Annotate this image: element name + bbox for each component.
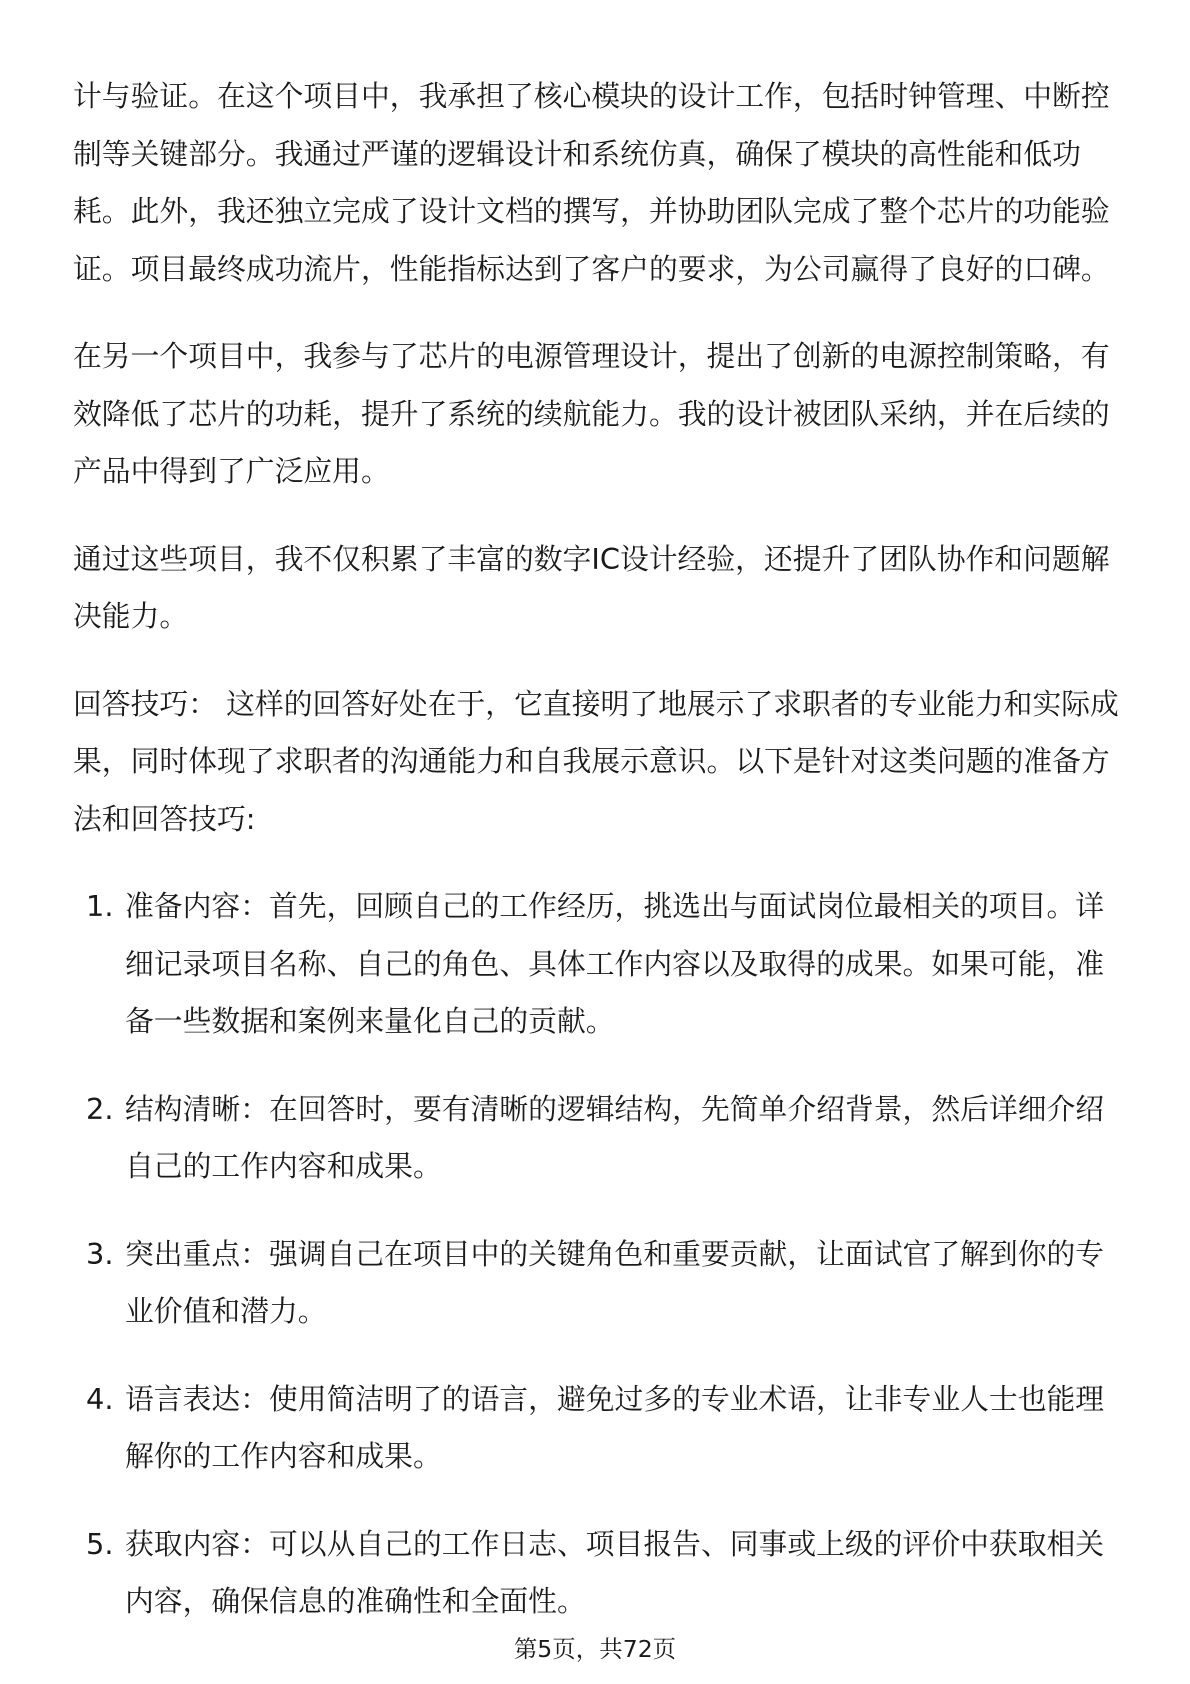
paragraph-project-details	[73, 68, 1110, 298]
list-item-number: 2.	[86, 1091, 114, 1126]
page-number: 第5页，共72页	[513, 1635, 677, 1663]
text-line: 细记录项目名称、自己的角色、具体工作内容以及取得的成果。如果可能，准	[125, 946, 1105, 981]
text-line: 证。项目最终成功流片，性能指标达到了客户的要求，为公司赢得了良好的口碑。	[73, 251, 1110, 286]
list-item	[86, 1081, 1110, 1196]
text-line: 效降低了芯片的功耗，提升了系统的续航能力。我的设计被团队采纳，并在后续的	[73, 396, 1110, 431]
paragraph-power-management	[73, 328, 1110, 501]
text-line: 结构清晰：在回答时，要有清晰的逻辑结构，先简单介绍背景，然后详细介绍	[125, 1091, 1105, 1126]
list-item-number: 1.	[86, 889, 114, 923]
list-item-number: 5.	[86, 1526, 114, 1561]
text-line: 在另一个项目中，我参与了芯片的电源管理设计，提出了创新的电源控制策略，有	[73, 339, 1110, 373]
list-item-number: 3.	[86, 1236, 114, 1271]
text-line: 突出重点：强调自己在项目中的关键角色和重要贡献，让面试官了解到你的专	[125, 1236, 1105, 1271]
paragraph-answer-tips	[73, 676, 1119, 849]
text-line: 准备内容：首先，回顾自己的工作经历，挑选出与面试岗位最相关的项目。详	[125, 889, 1105, 923]
text-line: 法和回答技巧:	[73, 801, 256, 836]
list-item	[86, 1371, 1110, 1486]
tips-list	[0, 878, 1190, 1631]
list-item-number: 4.	[86, 1381, 114, 1416]
paragraph-summary	[73, 531, 1110, 646]
text-line: 决能力。	[73, 599, 189, 633]
text-line: 计与验证。在这个项目中，我承担了核心模块的设计工作，包括时钟管理、中断控	[73, 79, 1110, 113]
text-line: 产品中得到了广泛应用。	[73, 454, 390, 488]
text-line: 果，同时体现了求职者的沟通能力和自我展示意识。以下是针对这类问题的准备方	[73, 744, 1110, 778]
text-line: 语言表达：使用简洁明了的语言，避免过多的专业术语，让非专业人士也能理	[125, 1381, 1105, 1416]
list-item	[86, 878, 1110, 1051]
text-line: 业价值和潜力。	[125, 1294, 327, 1328]
list-item	[86, 1226, 1110, 1341]
text-line: 获取内容：可以从自己的工作日志、项目报告、同事或上级的评价中获取相关	[125, 1526, 1105, 1561]
text-line: 内容，确保信息的准确性和全面性。	[125, 1584, 586, 1618]
list-item	[86, 1516, 1110, 1631]
text-line: 耗。此外，我还独立完成了设计文档的撰写，并协助团队完成了整个芯片的功能验	[73, 194, 1110, 228]
text-line: 通过这些项目，我不仅积累了丰富的数字IC设计经验，还提升了团队协作和问题解	[73, 541, 1110, 576]
text-line: 自己的工作内容和成果。	[125, 1149, 442, 1183]
text-line: 回答技巧： 这样的回答好处在于，它直接明了地展示了求职者的专业能力和实际成	[73, 686, 1119, 721]
text-line: 制等关键部分。我通过严谨的逻辑设计和系统仿真，确保了模块的高性能和低功	[73, 136, 1081, 171]
text-line: 备一些数据和案例来量化自己的贡献。	[125, 1004, 615, 1038]
text-line: 解你的工作内容和成果。	[125, 1439, 442, 1473]
